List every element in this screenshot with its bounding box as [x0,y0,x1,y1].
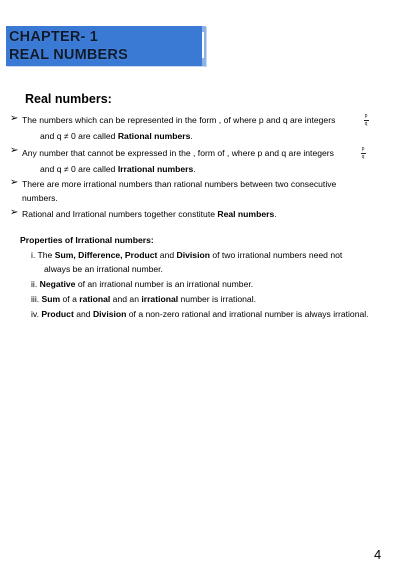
property-2: ii. Negative of an irrational number is an irrational number. [31,279,254,289]
properties-title: Properties of Irrational numbers: [20,235,154,245]
page-number: 4 [374,547,382,562]
chapter-title: REAL NUMBERS [9,47,128,63]
section-title: Real numbers: [25,92,112,106]
chapter-number: CHAPTER- 1 [9,29,99,45]
arrow-bullet-icon: ➢ [10,207,19,218]
term-rational-numbers: Rational numbers [117,131,191,141]
arrow-bullet-icon: ➢ [10,145,19,156]
point-3-line-2: numbers. [22,193,58,203]
term-real-numbers: Real numbers [217,209,275,219]
point-4: Rational and Irrational numbers together constitute Real numbers. [22,209,277,219]
point-1-line-1: The numbers which can be represented in the form , of where p and q are integers [22,115,336,125]
chapter-banner [6,26,206,66]
fraction-p-over-q: p q [364,113,368,127]
fraction-p-over-q: p q [361,146,365,160]
property-1-continued: always be an irrational number. [44,264,163,274]
arrow-bullet-icon: ➢ [10,113,19,124]
term-irrational-numbers: Irrational numbers [117,164,194,174]
point-2-line-1: Any number that cannot be expressed in the , form of , where p and q are integers [22,148,334,158]
property-4: iv. Product and Division of a non-zero rational and irrational number is always irrational. [31,309,369,319]
arrow-bullet-icon: ➢ [10,177,19,188]
point-2-line-2: and q ≠ 0 are called Irrational numbers. [40,164,196,174]
point-3-line-1: There are more irrational numbers than rational numbers between two consecutive [22,179,337,189]
property-3: iii. Sum of a rational and an irrational number is irrational. [31,294,256,304]
banner-edge-mark [202,32,204,58]
property-1: i. The Sum, Difference, Product and Division of two irrational numbers need not [31,250,343,260]
point-1-line-2: and q ≠ 0 are called Rational numbers. [40,131,193,141]
